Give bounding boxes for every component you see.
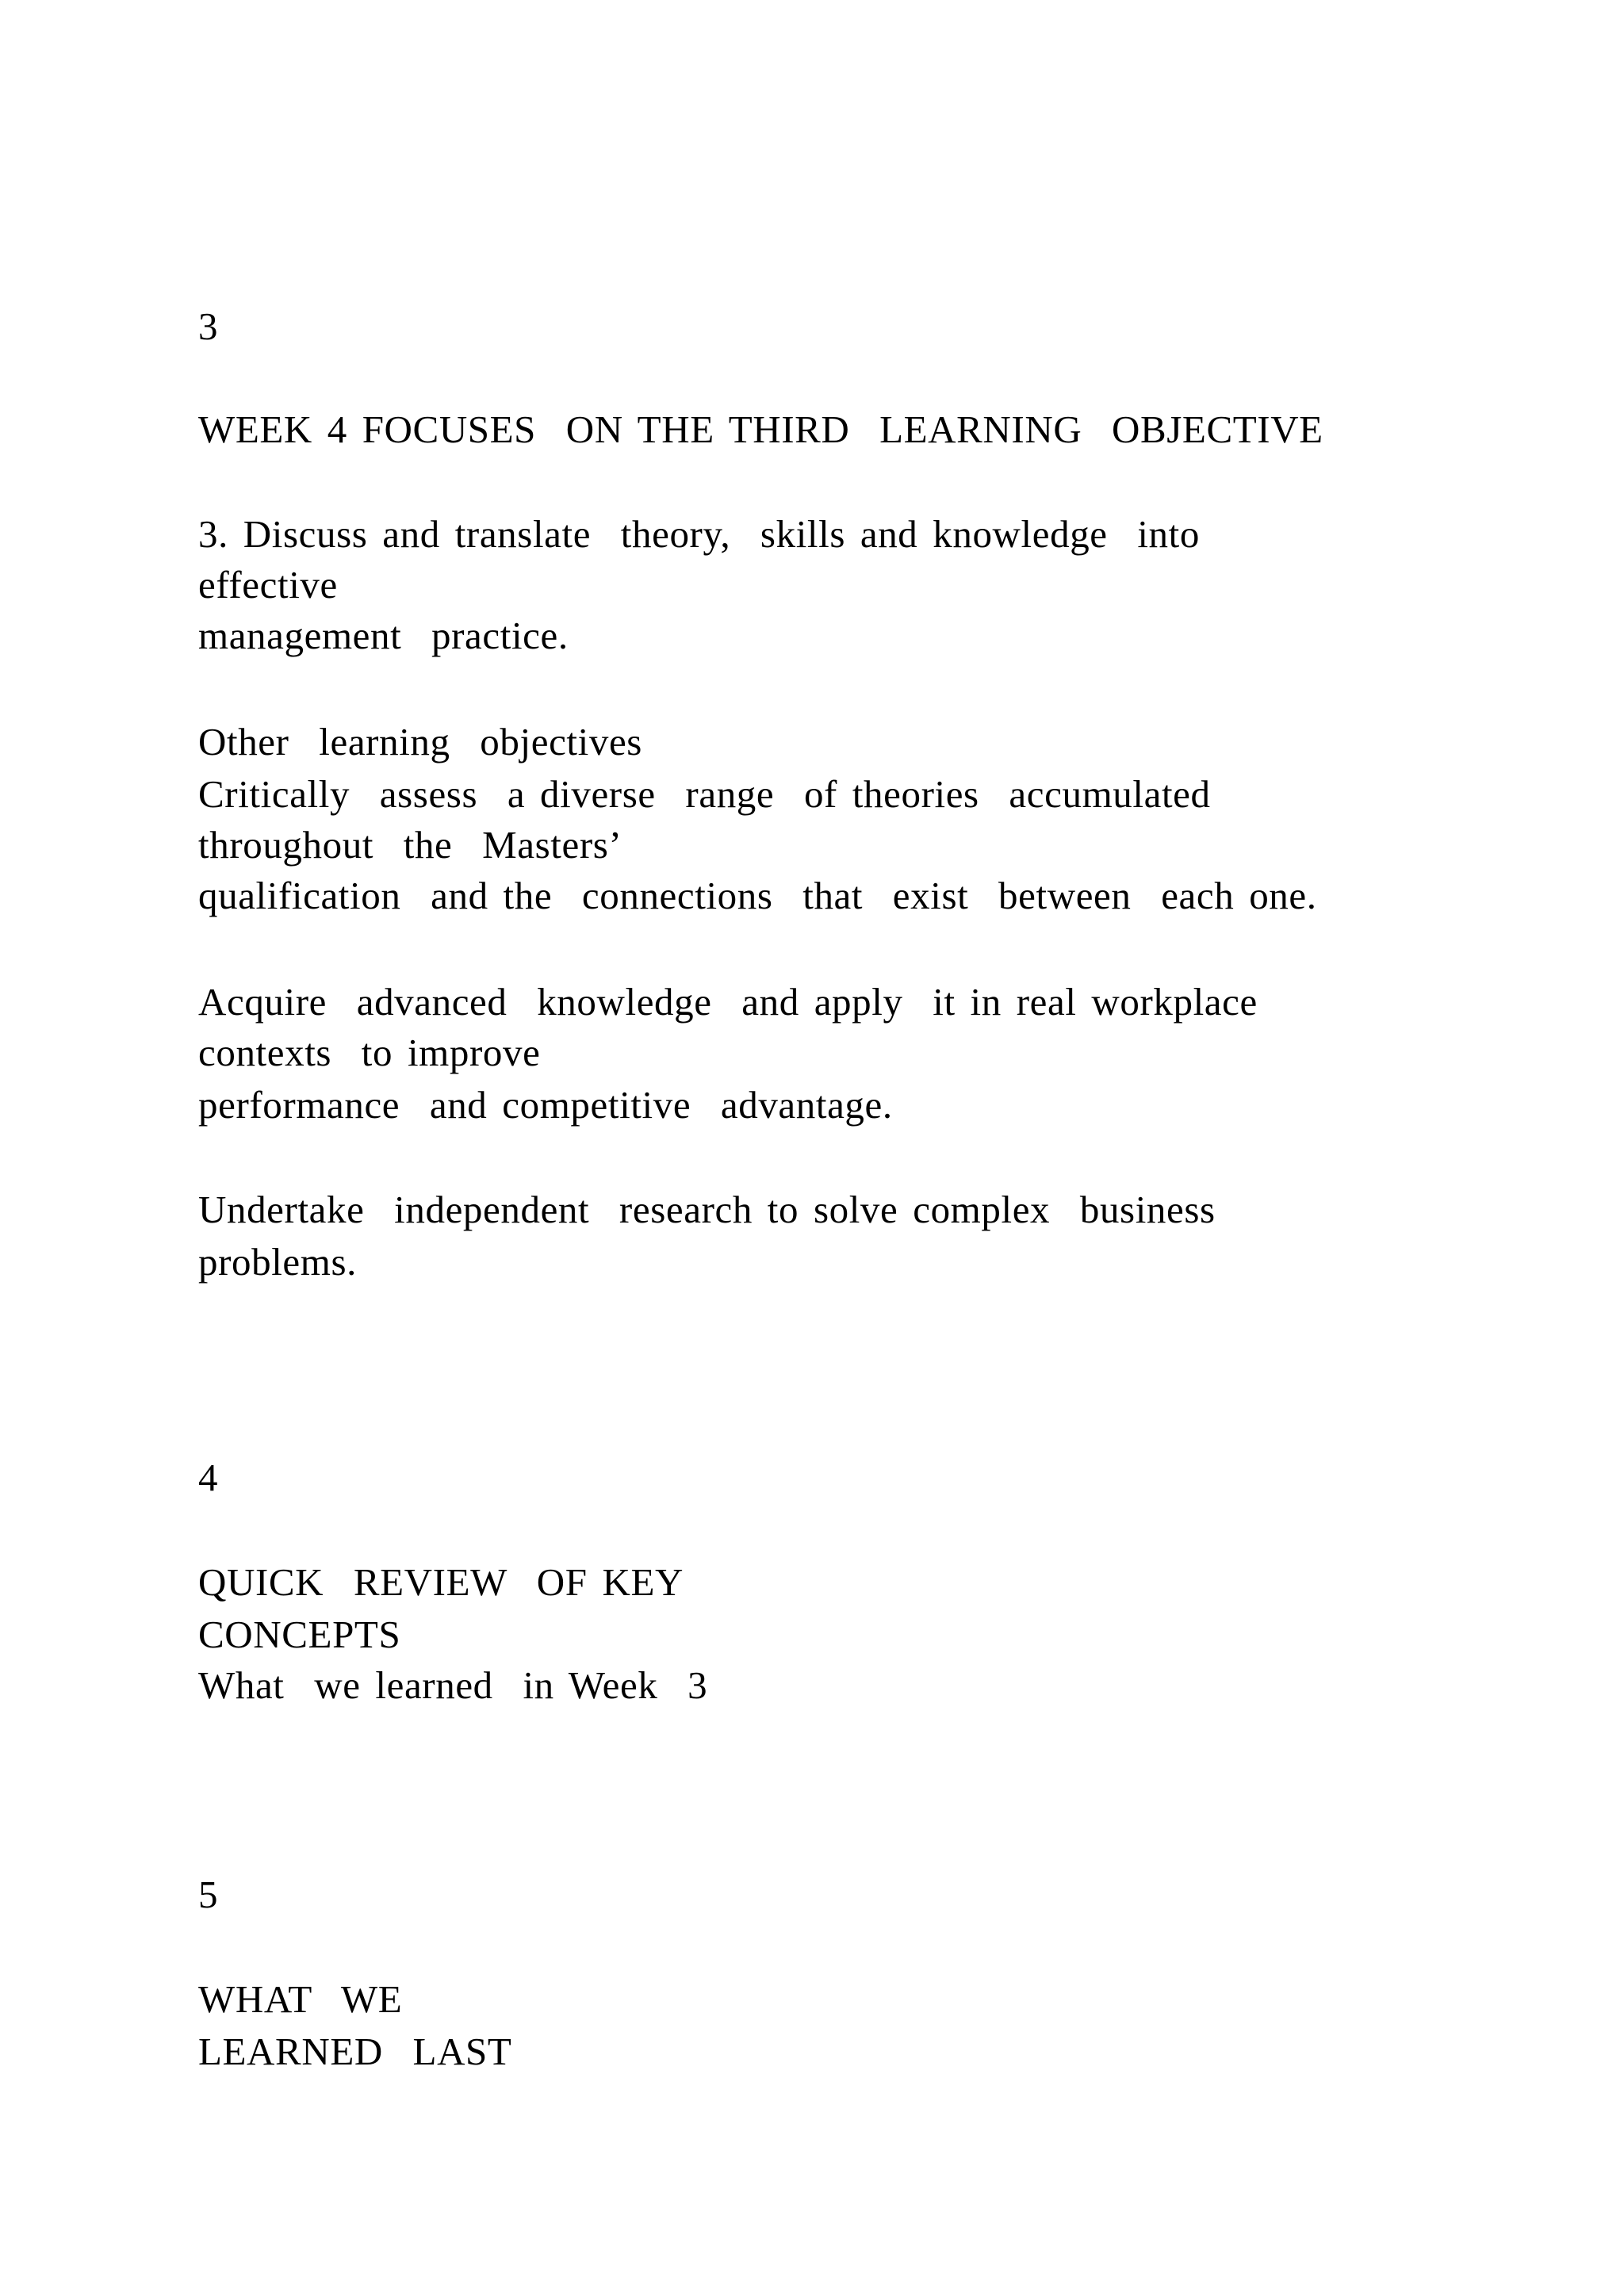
objective-line: Acquire advanced knowledge and apply it in real workplace (198, 980, 1258, 1024)
section-subtitle: What we learned in Week 3 (198, 1663, 708, 1707)
objective-line: Undertake independent research to solve complex business (198, 1188, 1216, 1231)
section-heading: CONCEPTS (198, 1613, 401, 1656)
slide-number: 4 (198, 1456, 219, 1499)
objective-line: effective (198, 563, 338, 607)
objective-line: problems. (198, 1240, 358, 1284)
slide-number: 5 (198, 1873, 219, 1916)
objective-line: performance and competitive advantage. (198, 1083, 893, 1127)
slide-number: 3 (198, 304, 219, 348)
objective-line: contexts to improve (198, 1031, 541, 1074)
other-objectives-heading: Other learning objectives (198, 720, 642, 763)
section-heading: LEARNED LAST (198, 2030, 512, 2073)
objective-line: Critically assess a diverse range of theories accumulated (198, 772, 1211, 816)
section-heading: QUICK REVIEW OF KEY (198, 1560, 684, 1604)
objective-line: throughout the Masters’ (198, 823, 622, 867)
objective-line: 3. Discuss and translate theory, skills and knowledge into (198, 512, 1200, 556)
section-heading: WEEK 4 FOCUSES ON THE THIRD LEARNING OBJECTIVE (198, 408, 1323, 451)
objective-line: management practice. (198, 614, 569, 657)
section-heading: WHAT WE (198, 1977, 403, 2021)
objective-line: qualification and the connections that exist between each one. (198, 874, 1317, 917)
